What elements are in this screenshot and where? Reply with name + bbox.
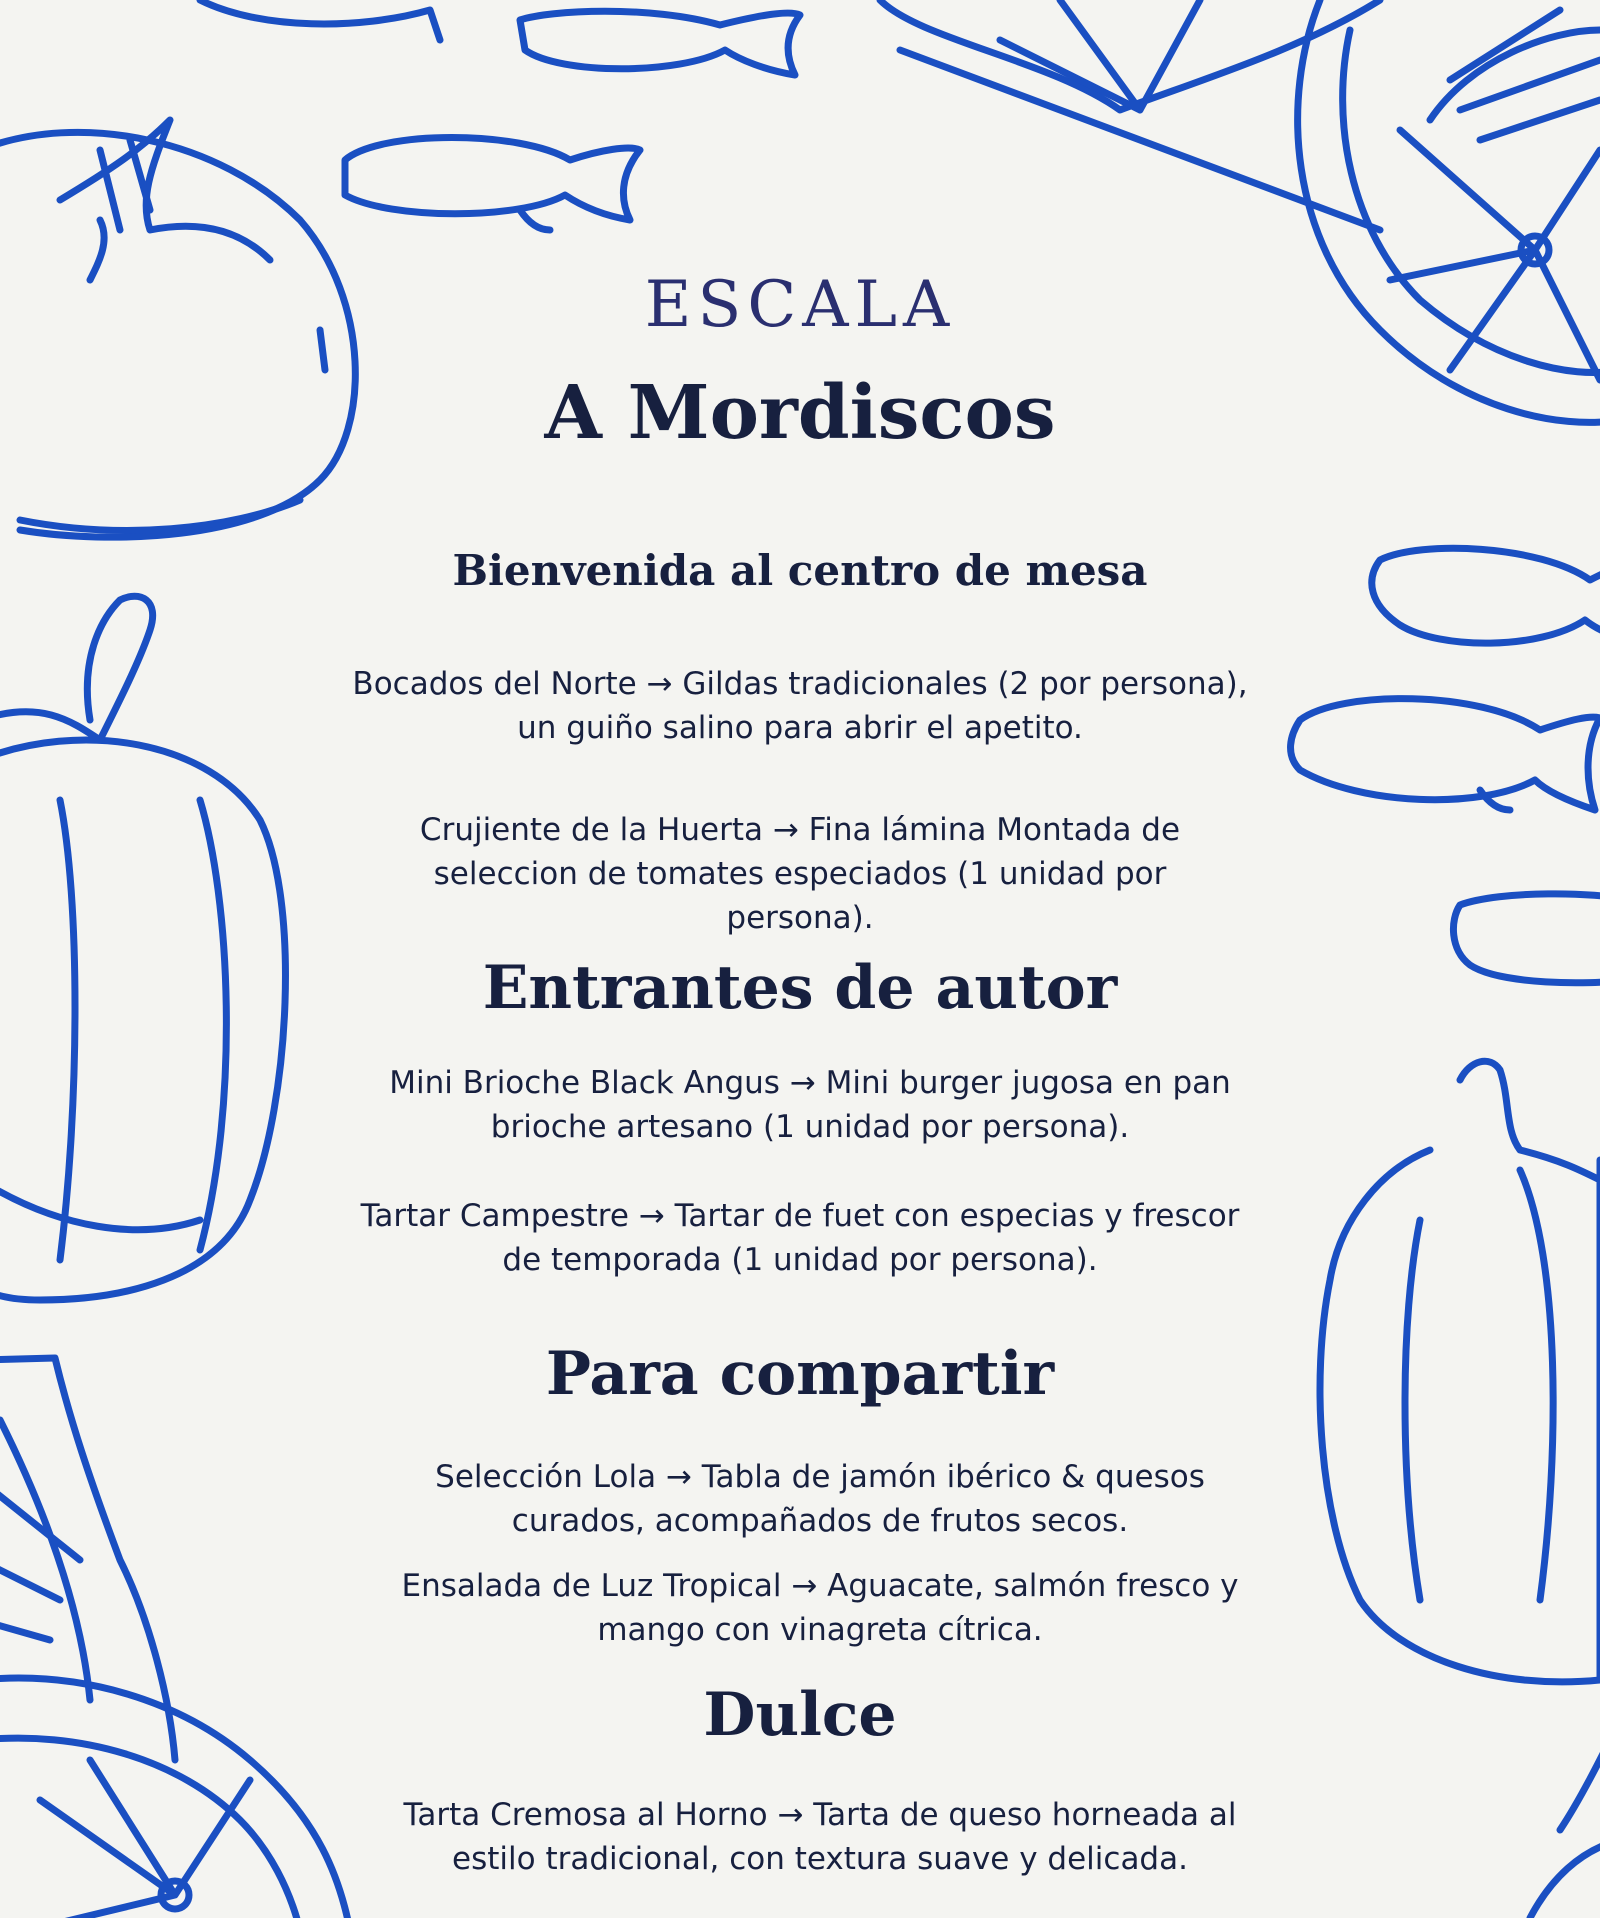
menu-item: Bocados del Norte → Gildas tradicionales (2 por persona), un guiño salino para abrir el apetito. bbox=[352, 666, 1248, 746]
lemon-slice-icon bbox=[880, 0, 1600, 422]
menu-item: Ensalada de Luz Tropical → Aguacate, salmón fresco y mango con vinagreta cítrica. bbox=[401, 1568, 1239, 1648]
menu-title: A Mordiscos bbox=[544, 370, 1056, 456]
fish-icon bbox=[1291, 548, 1600, 982]
menu-item: Tarta Cremosa al Horno → Tarta de queso horneada al estilo tradicional, con textura suave y delicada. bbox=[403, 1797, 1237, 1877]
fish-icon bbox=[200, 0, 800, 230]
menu-item: Tartar Campestre → Tartar de fuet con especias y frescor de temporada (1 unidad por persona). bbox=[360, 1198, 1240, 1278]
menu-item: Selección Lola → Tabla de jamón ibérico & quesos curados, acompañados de frutos secos. bbox=[435, 1459, 1205, 1539]
section-heading: Dulce bbox=[703, 1680, 897, 1750]
menu-item: Mini Brioche Black Angus → Mini burger jugosa en pan brioche artesano (1 unidad por persona). bbox=[389, 1065, 1231, 1145]
section-heading: Bienvenida al centro de mesa bbox=[452, 546, 1148, 595]
section-heading: Para compartir bbox=[545, 1339, 1055, 1409]
section-heading: Entrantes de autor bbox=[482, 953, 1118, 1023]
pepper-icon bbox=[0, 596, 285, 1300]
brand-logo: ESCALA bbox=[644, 268, 956, 342]
menu-item: Crujiente de la Huerta → Fina lámina Montada de seleccion de tomates especiados (1 unidad por persona). bbox=[419, 812, 1181, 936]
